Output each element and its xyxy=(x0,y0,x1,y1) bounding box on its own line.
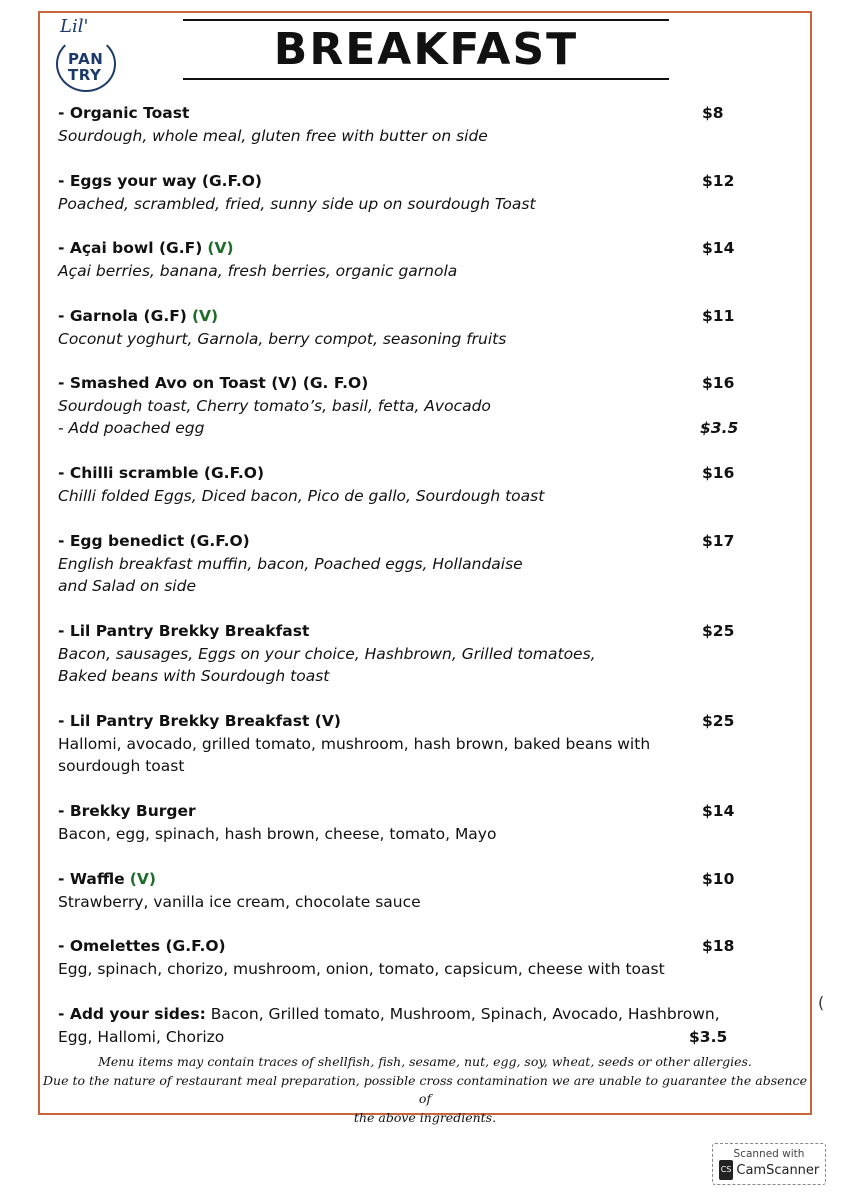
vegetarian-tag: (V) xyxy=(191,307,219,325)
item-price: $14 xyxy=(702,239,735,257)
vegetarian-tag: (V) xyxy=(207,239,234,257)
disclaimer-line: the above ingredients. xyxy=(353,1109,497,1125)
item-price: $17 xyxy=(702,532,735,550)
menu-item xyxy=(58,237,748,282)
sides-list: Bacon, Grilled tomato, Mushroom, Spinach, Avocado, Hashbrown, xyxy=(205,1005,720,1023)
item-price: $16 xyxy=(702,464,735,482)
menu-item xyxy=(58,868,748,913)
logo-line-2: TRY xyxy=(68,66,102,84)
menu-item xyxy=(58,305,748,350)
item-description: English breakfast muffin, bacon, Poached eggs, Hollandaise xyxy=(58,554,523,573)
item-name: - Lil Pantry Brekky Breakfast xyxy=(58,622,310,640)
item-name: - Açai bowl (G.F) xyxy=(58,239,203,257)
item-price: $10 xyxy=(702,870,735,888)
sides-price: $3.5 xyxy=(689,1027,728,1046)
item-description: Baked beans with Sourdough toast xyxy=(58,667,330,685)
vegetarian-tag: (V) xyxy=(129,870,156,888)
item-price: $18 xyxy=(702,937,735,955)
disclaimer-line: Due to the nature of restaurant meal preparation, possible cross contamination we are unable to guarantee the absence of xyxy=(43,1072,807,1106)
item-description: Sourdough toast, Cherry tomato’s, basil, fetta, Avocado xyxy=(58,396,491,415)
addon-price: $3.5 xyxy=(700,419,739,437)
item-name: - Chilli scramble (G.F.O) xyxy=(58,464,265,482)
item-name: - Waffle xyxy=(58,870,125,888)
allergen-disclaimer xyxy=(40,1053,810,1127)
item-description: Chilli folded Eggs, Diced bacon, Pico de gallo, Sourdough toast xyxy=(58,486,545,505)
menu-item xyxy=(58,170,748,215)
item-description: Sourdough, whole meal, gluten free with butter on side xyxy=(58,126,488,145)
item-name: - Egg benedict (G.F.O) xyxy=(58,532,250,550)
item-price: $25 xyxy=(702,712,735,730)
menu-item xyxy=(58,372,748,440)
logo-script-text: Lil' xyxy=(60,16,89,37)
page-title: BREAKFAST xyxy=(273,24,579,75)
item-description: Bacon, egg, spinach, hash brown, cheese, tomato, Mayo xyxy=(58,824,497,843)
menu-item xyxy=(58,620,748,688)
item-description: Strawberry, vanilla ice cream, chocolate sauce xyxy=(58,892,421,911)
item-name: - Smashed Avo on Toast (V) (G. F.O) xyxy=(58,374,369,392)
menu-item xyxy=(58,800,748,845)
item-price: $25 xyxy=(702,622,735,640)
camscanner-watermark xyxy=(712,1143,826,1185)
item-addon: - Add poached egg xyxy=(58,419,205,437)
item-description: sourdough toast xyxy=(58,757,185,775)
menu-item xyxy=(58,462,748,507)
item-name: - Lil Pantry Brekky Breakfast (V) xyxy=(58,712,341,730)
item-description: and Salad on side xyxy=(58,577,196,595)
sides-list-continued: Egg, Hallomi, Chorizo xyxy=(58,1027,225,1046)
scanner-caption: Scanned with xyxy=(733,1148,805,1160)
menu-item xyxy=(58,102,748,147)
item-name: - Eggs your way (G.F.O) xyxy=(58,172,263,190)
title-bottom-rule xyxy=(183,78,669,80)
menu-item xyxy=(58,935,748,980)
item-name: - Garnola (G.F) xyxy=(58,307,187,325)
stray-mark: ( xyxy=(818,993,825,1012)
scanner-brand: CamScanner xyxy=(736,1163,820,1178)
item-description: Coconut yoghurt, Garnola, berry compot, seasoning fruits xyxy=(58,329,507,348)
item-price: $11 xyxy=(702,307,735,325)
sides-label: - Add your sides: xyxy=(58,1005,206,1023)
sides-section xyxy=(58,1003,748,1048)
item-description: Bacon, sausages, Eggs on your choice, Hashbrown, Grilled tomatoes, xyxy=(58,644,596,663)
disclaimer-line: Menu items may contain traces of shellfish, fish, sesame, nut, egg, soy, wheat, seeds or other allergies. xyxy=(98,1054,752,1069)
camscanner-logo-icon: CS xyxy=(719,1160,734,1180)
menu-item xyxy=(58,530,748,598)
item-name: - Organic Toast xyxy=(58,104,190,122)
item-description: Egg, spinach, chorizo, mushroom, onion, tomato, capsicum, cheese with toast xyxy=(58,959,665,978)
item-price: $14 xyxy=(702,802,735,820)
item-description: Açai berries, banana, fresh berries, organic garnola xyxy=(58,261,458,280)
item-price: $8 xyxy=(702,104,724,122)
menu-item xyxy=(58,710,748,778)
item-price: $16 xyxy=(702,374,735,392)
item-description: Poached, scrambled, fried, sunny side up on sourdough Toast xyxy=(58,194,536,213)
lil-pantry-logo xyxy=(54,18,120,94)
item-price: $12 xyxy=(702,172,735,190)
item-description: Hallomi, avocado, grilled tomato, mushroom, hash brown, baked beans with xyxy=(58,734,651,753)
logo-line-1: PAN xyxy=(68,50,104,68)
item-name: - Omelettes (G.F.O) xyxy=(58,937,226,955)
item-name: - Brekky Burger xyxy=(58,802,196,820)
